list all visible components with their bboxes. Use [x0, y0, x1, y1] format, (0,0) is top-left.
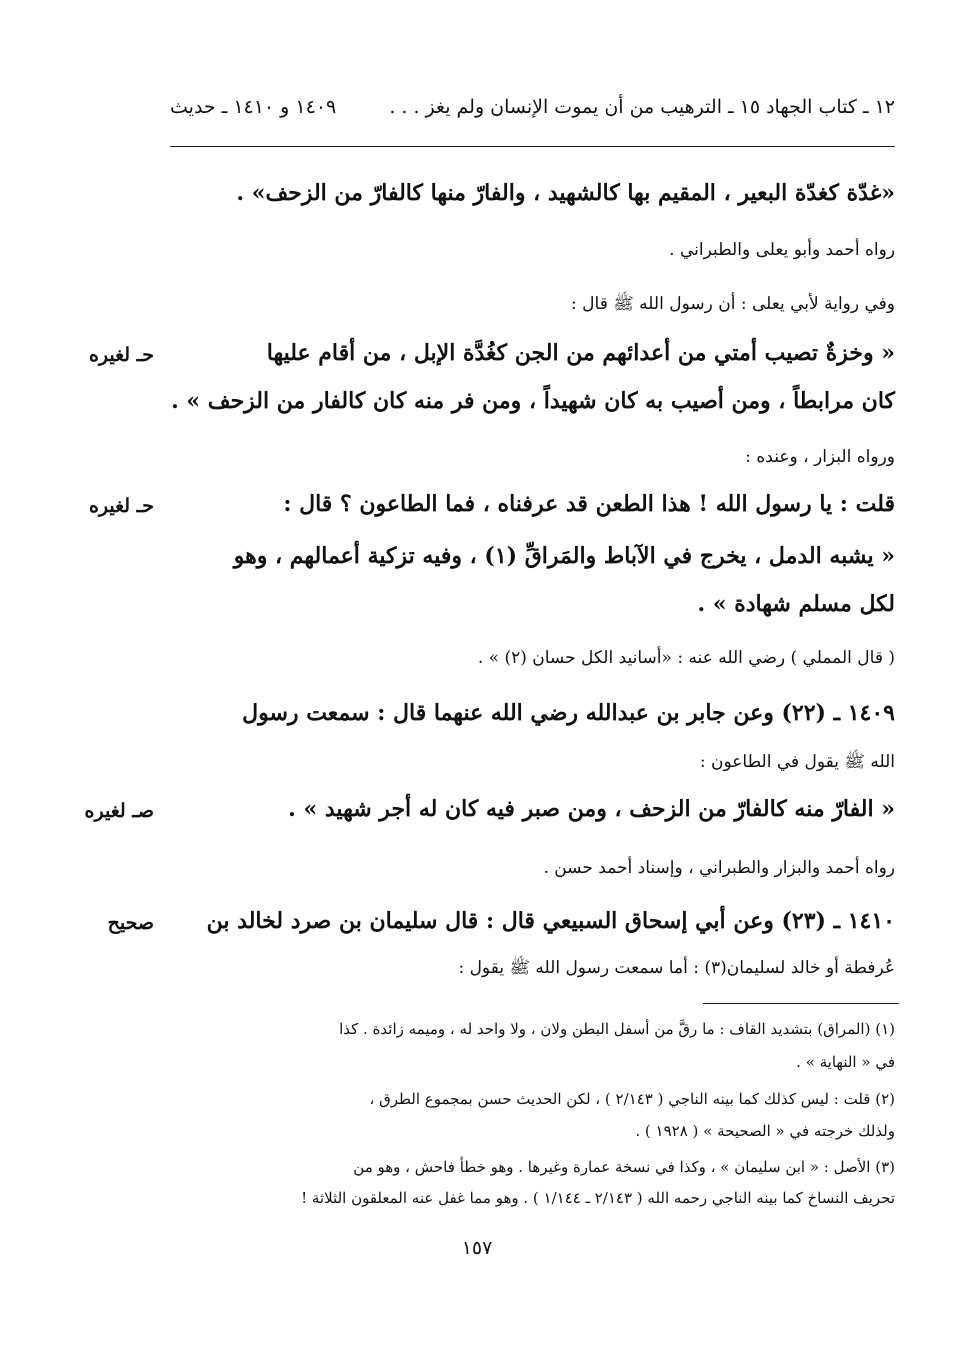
- hadith-text-line: « الفارّ منه كالفارّ من الزحف ، ومن صبر فيه كان له أجر شهيد » .: [288, 796, 895, 822]
- hadith-text-line: قلت : يا رسول الله ! هذا الطعن قد عرفناه ، فما الطاعون ؟ قال :: [283, 491, 895, 517]
- narration-intro: ورواه البزار ، وعنده :: [745, 447, 895, 467]
- hadith-heading-1409: ١٤٠٩ ـ (٢٢) وعن جابر بن عبدالله رضي الله عنهما قال : سمعت رسول: [242, 700, 895, 726]
- hadith-text-line: لكل مسلم شهادة » .: [697, 591, 895, 617]
- header-chapter-title: ١٢ ـ كتاب الجهاد ١٥ ـ الترهيب من أن يموت الإنسان ولم يغز . . .: [389, 96, 895, 118]
- page-number: ١٥٧: [461, 1237, 493, 1259]
- narration-intro: وفي رواية لأبي يعلى : أن رسول الله ﷺ قال :: [571, 294, 895, 314]
- footnote-line: (١) (المراق) بتشديد القاف : ما رقَّ من أسفل البطن ولان ، ولا واحد له ، وميمه زائدة . كذا: [339, 1020, 895, 1038]
- footnote-line: (٢) قلت : ليس كذلك كما بينه الناجي ( ٢/١٤٣ ) ، لكن الحديث حسن بمجموع الطرق ،: [369, 1090, 895, 1108]
- header-hadith-range: ١٤٠٩ و ١٤١٠ ـ حديث: [170, 96, 337, 118]
- footnote-line: تحريف النساخ كما بينه الناجي رحمه الله ( ٢/١٤٣ ـ ١/١٤٤ ) . وهو مما غفل عنه المعلقون الثلاثة !: [301, 1189, 895, 1207]
- header-divider: [170, 146, 895, 147]
- source-note: رواه أحمد والبزار والطبراني ، وإسناد أحمد حسن .: [543, 858, 895, 878]
- hadith-text-line: « وخزةٌ تصيب أمتي من أعدائهم من الجن كغُدَّة الإبل ، من أقام عليها: [266, 340, 895, 366]
- hadith-grade: حـ لغيره: [88, 495, 154, 517]
- source-note: رواه أحمد وأبو يعلى والطبراني .: [669, 240, 895, 260]
- footnote-line: ولذلك خرجته في « الصحيحة » ( ١٩٢٨ ) .: [635, 1122, 895, 1140]
- hadith-text-line: كان مرابطاً ، ومن أصيب به كان شهيداً ، ومن فر منه كان كالفار من الزحف » .: [171, 388, 895, 414]
- hadith-text-line: « يشبه الدمل ، يخرج في الآباط والمَراقِّ (١) ، وفيه تزكية أعمالهم ، وهو: [233, 543, 895, 569]
- footnote-line: في « النهاية » .: [796, 1053, 895, 1071]
- narration-intro: الله ﷺ يقول في الطاعون :: [699, 752, 895, 772]
- running-header: [170, 96, 895, 132]
- hadith-heading-1410: ١٤١٠ ـ (٢٣) وعن أبي إسحاق السبيعي قال : قال سليمان بن صرد لخالد بن: [206, 908, 895, 934]
- footnote-line: (٣) الأصل : « ابن سليمان » ، وكذا في نسخة عمارة وغيرها . وهو خطأ فاحش ، وهو من: [353, 1158, 895, 1176]
- hadith-grade: صـ لغيره: [84, 800, 154, 822]
- author-comment: ( قال المملي ) رضي الله عنه : «أسانيد الكل حسان (٢) » .: [477, 648, 895, 668]
- hadith-grade: حـ لغيره: [88, 344, 154, 366]
- hadith-grade: صحيح: [107, 912, 154, 934]
- narration-intro: عُرفطة أو خالد لسليمان(٣) : أما سمعت رسول الله ﷺ يقول :: [458, 958, 895, 978]
- footnote-divider: [703, 1003, 899, 1004]
- hadith-text-line: «غدّة كغدّة البعير ، المقيم بها كالشهيد ، والفارّ منها كالفارّ من الزحف» .: [236, 180, 895, 206]
